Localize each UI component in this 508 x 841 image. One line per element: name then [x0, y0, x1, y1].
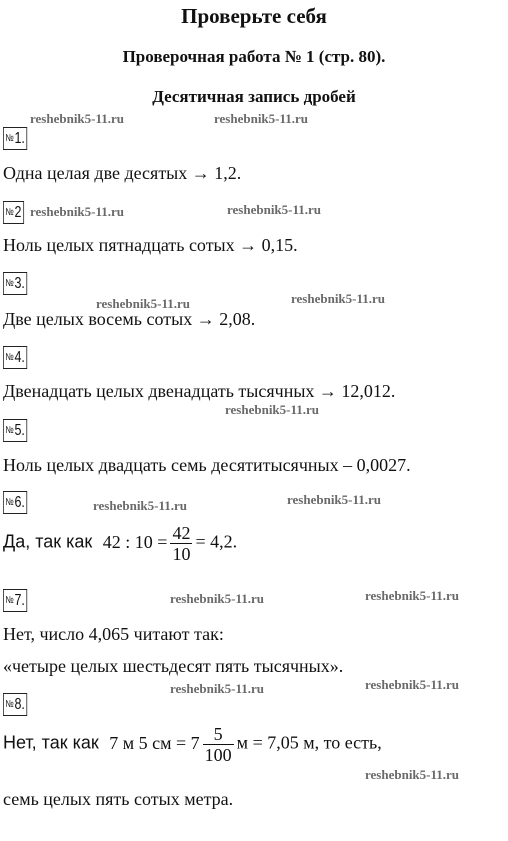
- fraction-denominator: 10: [172, 544, 191, 564]
- problem-6-answer: [3, 523, 237, 564]
- watermark: reshebnik5-11.ru: [291, 291, 386, 306]
- fraction: [170, 523, 192, 564]
- fraction-numerator: 5: [203, 724, 234, 745]
- watermark: reshebnik5-11.ru: [93, 498, 188, 513]
- watermark: reshebnik5-11.ru: [227, 202, 322, 217]
- problem-number-5: №5.: [3, 419, 27, 442]
- problem-8-expression: 7 м 5 см = 7: [109, 732, 200, 753]
- problem-number-2: №2: [3, 201, 24, 224]
- problem-number-6: №6.: [3, 491, 27, 514]
- problem-4-answer: Двенадцать целых двенадцать тысячных → 12,012.: [3, 381, 396, 401]
- fraction: [203, 724, 234, 765]
- watermark: reshebnik5-11.ru: [365, 588, 460, 603]
- watermark: reshebnik5-11.ru: [287, 492, 382, 507]
- watermark: reshebnik5-11.ru: [170, 681, 265, 696]
- problem-number-8: №8.: [3, 693, 27, 716]
- problem-7-answer-line-1: Нет, число 4,065 читают так:: [3, 624, 224, 644]
- problem-5-answer: Ноль целых двадцать семь десятитысячных – 0,0027.: [3, 455, 411, 475]
- problem-8-result: м = 7,05 м, то есть,: [236, 732, 382, 753]
- problem-7-answer-line-2: «четыре целых шестьдесят пять тысячных».: [3, 656, 344, 676]
- watermark: reshebnik5-11.ru: [170, 591, 265, 606]
- problem-6-expression: 42 : 10 =: [102, 531, 168, 552]
- fraction-denominator: 100: [204, 745, 232, 765]
- work-subtitle: Проверочная работа № 1 (стр. 80).: [122, 47, 386, 66]
- problem-8-answer: [3, 724, 382, 765]
- problem-number-4: №4.: [3, 346, 27, 369]
- problem-number-3: №3.: [3, 272, 27, 295]
- problem-number-1: №1.: [3, 127, 27, 150]
- watermark: reshebnik5-11.ru: [225, 402, 320, 417]
- problem-6-result: = 4,2.: [195, 531, 238, 552]
- watermark: reshebnik5-11.ru: [30, 111, 125, 126]
- page-title: Проверьте себя: [181, 4, 327, 28]
- watermark: reshebnik5-11.ru: [96, 296, 191, 311]
- problem-6-prefix: Да, так как: [3, 531, 93, 552]
- watermark: reshebnik5-11.ru: [214, 111, 309, 126]
- watermark: reshebnik5-11.ru: [30, 204, 125, 219]
- problem-8-prefix: Нет, так как: [3, 732, 99, 753]
- watermark: reshebnik5-11.ru: [365, 767, 460, 782]
- problem-1-answer: Одна целая две десятых → 1,2.: [3, 163, 242, 183]
- problem-2-answer: Ноль целых пятнадцать сотых → 0,15.: [3, 235, 298, 255]
- problem-8-answer-line-2: семь целых пять сотых метра.: [3, 789, 234, 809]
- fraction-numerator: 42: [172, 523, 191, 543]
- problem-number-7: №7.: [3, 589, 27, 612]
- topic-title: Десятичная запись дробей: [152, 87, 356, 106]
- watermark: reshebnik5-11.ru: [365, 677, 460, 692]
- problem-3-answer: Две целых восемь сотых → 2,08.: [3, 309, 256, 329]
